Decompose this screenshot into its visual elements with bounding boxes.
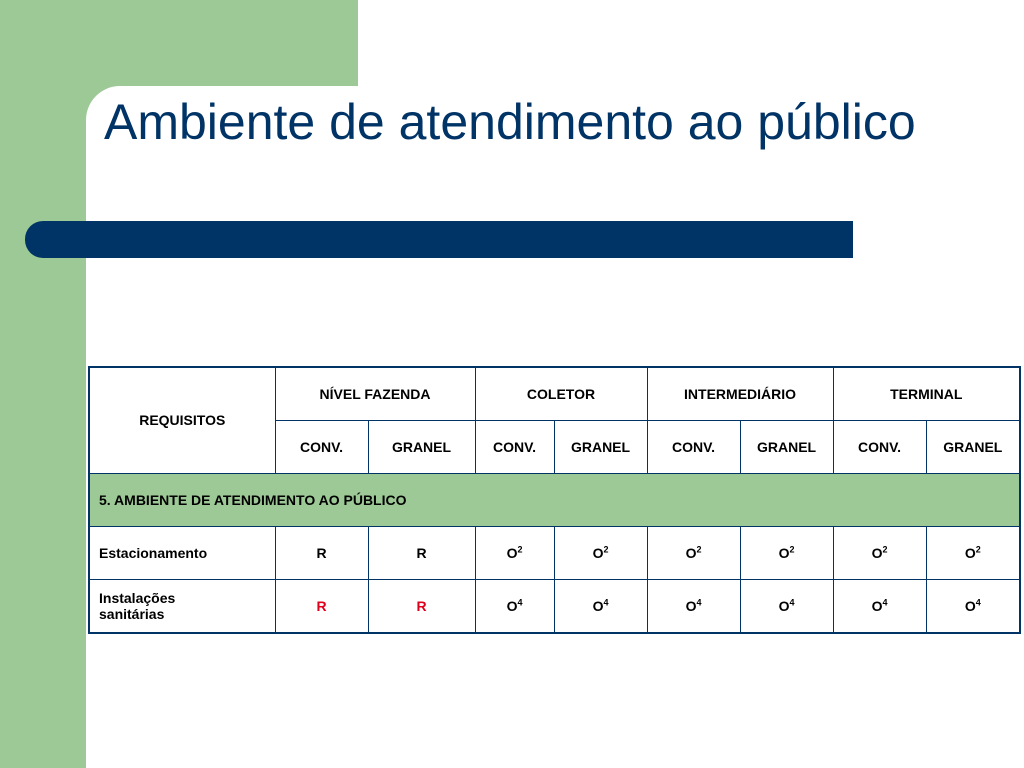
section-label: 5. AMBIENTE DE ATENDIMENTO AO PÚBLICO: [89, 473, 1020, 526]
requirements-header: REQUISITOS: [89, 367, 275, 473]
table-cell: $O^4$: [475, 579, 554, 633]
sub-header-granel: GRANEL: [926, 420, 1020, 473]
table-cell: $O^4$: [833, 579, 926, 633]
level-header-terminal: TERMINAL: [833, 367, 1020, 420]
sub-header-conv: CONV.: [647, 420, 740, 473]
table-cell: $O^2$: [554, 526, 647, 579]
table-cell: $O^2$: [926, 526, 1020, 579]
sub-header-conv: CONV.: [475, 420, 554, 473]
sub-header-granel: GRANEL: [368, 420, 475, 473]
level-header-coletor: COLETOR: [475, 367, 647, 420]
table-cell: $O^2$: [475, 526, 554, 579]
table-cell: $O^2$: [647, 526, 740, 579]
table-cell: $O^2$: [740, 526, 833, 579]
header-row-levels: [89, 367, 1020, 420]
table-cell: $O^4$: [554, 579, 647, 633]
section-row: [89, 473, 1020, 526]
table-row: [89, 526, 1020, 579]
level-header-fazenda: NÍVEL FAZENDA: [275, 367, 475, 420]
table-cell: R: [368, 526, 475, 579]
table-cell: $O^4$: [647, 579, 740, 633]
table-cell: $O^2$: [833, 526, 926, 579]
requirements-table: [88, 366, 1021, 634]
table-row: [89, 579, 1020, 633]
sub-header-granel: GRANEL: [554, 420, 647, 473]
slide-title: Ambiente de atendimento ao público: [104, 94, 916, 150]
title-underline-bar: [25, 221, 853, 258]
sub-header-granel: GRANEL: [740, 420, 833, 473]
table-cell: R: [275, 526, 368, 579]
table-cell: R: [275, 579, 368, 633]
sub-header-conv: CONV.: [833, 420, 926, 473]
table-cell: $O^4$: [740, 579, 833, 633]
table-cell: $O^4$: [926, 579, 1020, 633]
table-cell: R: [368, 579, 475, 633]
requirement-label: Estacionamento: [89, 526, 275, 579]
sub-header-conv: CONV.: [275, 420, 368, 473]
level-header-intermediario: INTERMEDIÁRIO: [647, 367, 833, 420]
requirement-label: Instalações sanitárias: [89, 579, 275, 633]
